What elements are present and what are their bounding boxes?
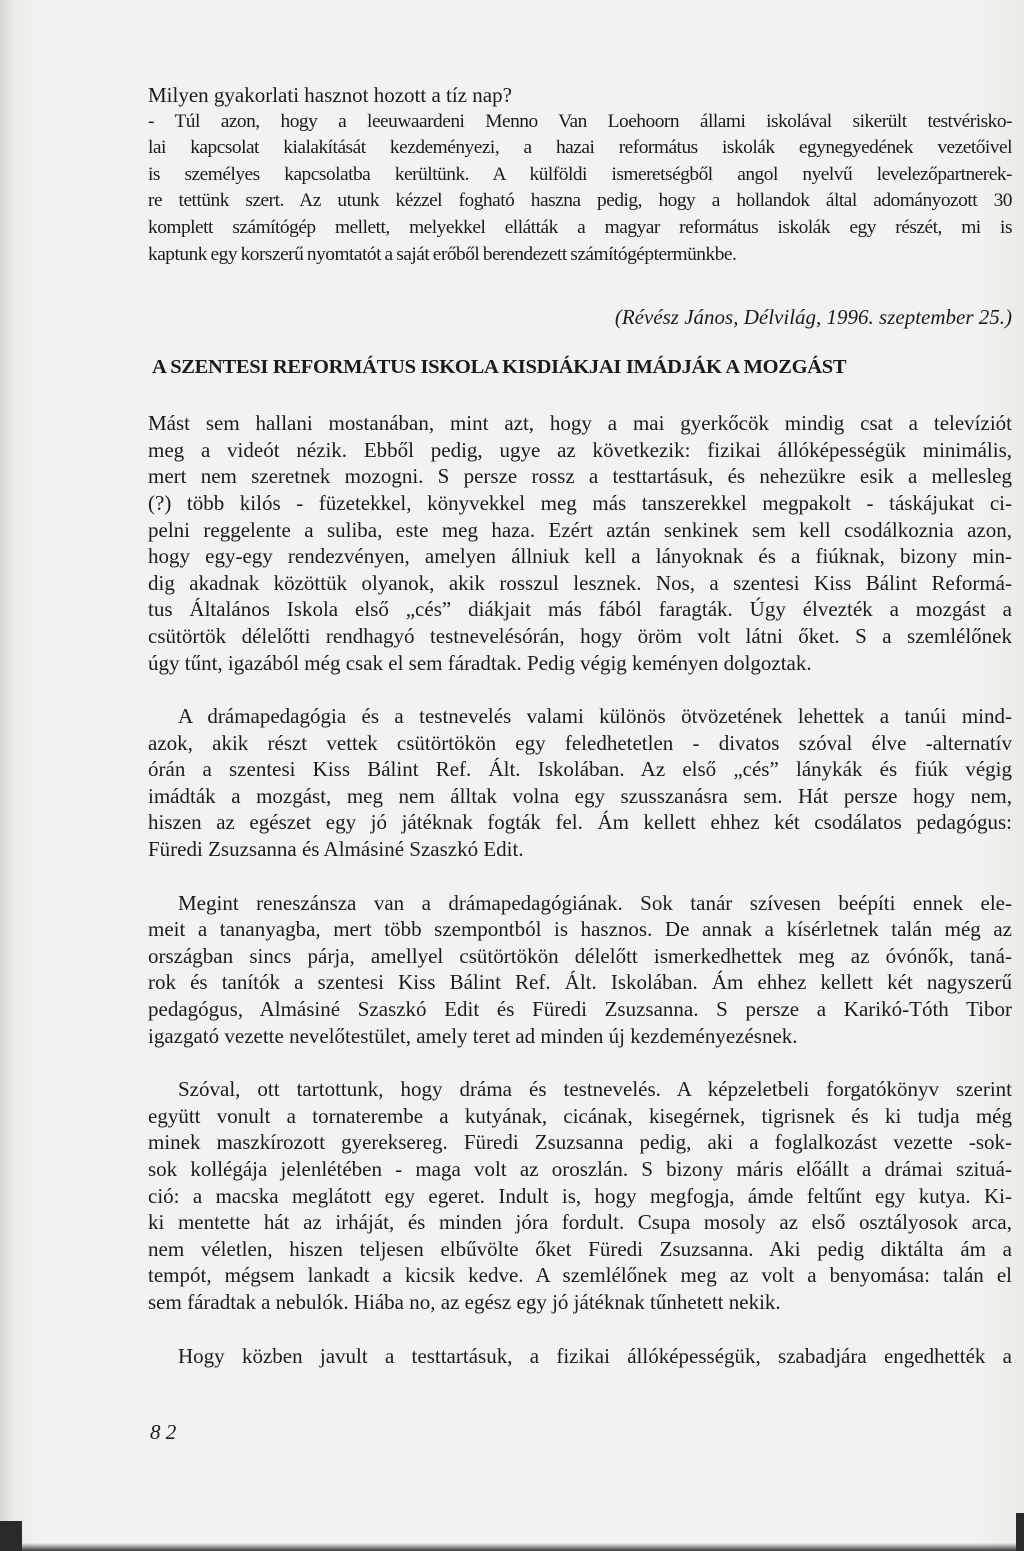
scan-corner-mark bbox=[0, 1521, 22, 1551]
interview-answer bbox=[148, 109, 1012, 269]
text-line: órán a szentesi Kiss Bálint Ref. Ált. Iskolában. Az első „cés” lánykák és fiúk végig bbox=[148, 757, 1012, 782]
text-line: imádták a mozgást, meg nem álltak volna egy szusszanásra sem. Hát persze hogy nem, bbox=[148, 783, 1012, 808]
text-line: pelni reggelente a suliba, este meg haza. Ezért aztán senkinek sem kell csodálkoznia azon, bbox=[148, 517, 1012, 542]
text-line: pedagógus, Almásiné Szaszkó Edit és Füredi Zsuzsanna. S persze a Karikó-Tóth Tibor bbox=[148, 997, 1012, 1022]
scan-right-mark bbox=[1016, 1513, 1024, 1551]
text-line: Mást sem hallani mostanában, mint azt, hogy a mai gyerkőcök mindig csat a televíziót bbox=[148, 411, 1012, 436]
text-line: Füredi Zsuzsanna és Almásiné Szaszkó Edit. bbox=[148, 837, 524, 862]
text-line: (?) több kilós - füzetekkel, könyvekkel meg más tanszerekkel megpakolt - táskájukat ci- bbox=[148, 490, 1012, 515]
page-number: 8 2 bbox=[150, 1420, 177, 1444]
text-line: sem fáradtak a nebulók. Hiába no, az egész egy jó játéknak tűnhetett nekik. bbox=[148, 1289, 781, 1314]
answer-line: is személyes kapcsolatba kerültünk. A külföldi ismeretségből angol nyelvű levelezőpartnerek- bbox=[148, 163, 1012, 185]
text-line: tempót, mégsem lankadt a kicsik kedve. A szemlélőnek meg az volt a benyomása: talán el bbox=[148, 1263, 1012, 1288]
text-line: rok és tanítók a szentesi Kiss Bálint Ref. Ált. Iskolában. Ám ehhez kellett két nagyszerű bbox=[148, 970, 1012, 995]
article-paragraph bbox=[148, 703, 1012, 863]
answer-line: komplett számítógép mellett, melyekkel ellátták a magyar református iskolák egy részét, mi is bbox=[148, 216, 1012, 238]
text-line: ció: a macska meglátott egy egeret. Indult is, hogy megfogja, ámde feltűnt egy kutya. Ki- bbox=[148, 1183, 1012, 1208]
text-line: A drámapedagógia és a testnevelés valami különös ötvözetének lehettek a tanúi mind- bbox=[178, 704, 1012, 729]
article-paragraph bbox=[148, 1343, 1012, 1370]
page-content bbox=[148, 82, 1012, 1369]
interview-section bbox=[148, 82, 1012, 330]
article-paragraph bbox=[148, 890, 1012, 1050]
text-line: csütörtök délelőtti rendhagyó testnevelésórán, hogy öröm volt látni őket. S a szemlélőnek bbox=[148, 623, 1012, 648]
text-line: dig akadnak közöttük olyanok, akik rosszul lesznek. Nos, a szentesi Kiss Bálint Reformá- bbox=[148, 570, 1012, 595]
text-line: úgy tűnt, igazából még csak el sem fáradtak. Pedig végig keményen dolgoztak. bbox=[148, 650, 812, 675]
text-line: hiszen az egészet egy jó játéknak fogták fel. Ám kellett ehhez két csodálatos pedagógus: bbox=[148, 810, 1012, 835]
text-line: sok kollégája jelenlétében - maga volt az oroszlán. S bizony máris előállt a drámai szituá- bbox=[148, 1157, 1012, 1181]
text-line: együtt vonult a tornaterembe a kutyának, cicának, kisegérnek, tigrisnek és ki tudja még bbox=[148, 1103, 1012, 1128]
source-attribution: (Révész János, Délvilág, 1996. szeptember 25.) bbox=[614, 305, 1012, 330]
answer-line: kaptunk egy korszerű nyomtatót a saját erőből berendezett számítógéptermünkbe. bbox=[148, 243, 737, 265]
answer-line: - Túl azon, hogy a leeuwaardeni Menno Van Loehoorn állami iskolával sikerült testvérisko- bbox=[148, 110, 1012, 132]
text-line: hogy egy-egy rendezvényen, amelyen állniuk kell a lányoknak és a fiúknak, bizony min- bbox=[148, 544, 1012, 569]
text-line: azok, akik részt vettek csütörtökön egy feledhetetlen - divatos szóval élve -alternatív bbox=[148, 730, 1012, 755]
answer-line: re tettünk szert. Az utunk kézzel fogható haszna pedig, hogy a hollandok által adományozott 30 bbox=[148, 190, 1012, 212]
text-line: országban sincs párja, amellyel csütörtökön délelőtt ismerkedhettek meg az óvónők, taná- bbox=[148, 943, 1012, 968]
article-paragraph bbox=[148, 1076, 1012, 1315]
interview-question: Milyen gyakorlati hasznot hozott a tíz nap? bbox=[148, 83, 512, 107]
scan-bottom-edge bbox=[0, 1543, 1024, 1551]
text-line: nem véletlen, hiszen teljesen elbűvölte őket Füredi Zsuzsanna. Aki pedig diktálta ám a bbox=[148, 1236, 1012, 1261]
page-gutter-shadow bbox=[0, 0, 14, 1551]
text-line: meg a videót nézik. Ebből pedig, ugye az következik: fizikai állóképességük minimális, bbox=[148, 437, 1012, 462]
text-line: minek maszkírozott gyereksereg. Füredi Zsuzsanna pedig, aki a foglalkozást vezette -sok- bbox=[148, 1130, 1012, 1155]
text-line: Hogy közben javult a testtartásuk, a fizikai állóképességük, szabadjára engedhették a bbox=[178, 1343, 1012, 1368]
article-title: A SZENTESI REFORMÁTUS ISKOLA KISDIÁKJAI IMÁDJÁK A MOZGÁST bbox=[152, 356, 847, 379]
answer-line: lai kapcsolat kialakítását kezdeményezi, a hazai református iskolák egynegyedének vezetőivel bbox=[148, 137, 1012, 159]
text-line: igazgató vezette nevelőtestület, amely teret ad minden új kezdeményezésnek. bbox=[148, 1023, 798, 1048]
text-line: Megint reneszánsza van a drámapedagógiának. Sok tanár szívesen beépíti ennek ele- bbox=[178, 890, 1012, 915]
article-paragraph bbox=[148, 410, 1012, 676]
text-line: tus Általános Iskola első „cés” diákjait más fából faragták. Úgy élvezték a mozgást a bbox=[148, 597, 1012, 622]
text-line: Szóval, ott tartottunk, hogy dráma és testnevelés. A képzeletbeli forgatókönyv szerint bbox=[178, 1077, 1012, 1102]
text-line: mert nem szeretnek mozogni. S persze rossz a testtartásuk, és nehezükre esik a mellesleg bbox=[148, 464, 1012, 489]
text-line: ki mentette hát az irháját, és minden jóra fordult. Csupa mosoly az első osztályosok arca, bbox=[148, 1210, 1012, 1235]
text-line: meit a tananyagba, mert több szempontból is hasznos. De annak a kísérletnek talán még az bbox=[148, 917, 1012, 942]
